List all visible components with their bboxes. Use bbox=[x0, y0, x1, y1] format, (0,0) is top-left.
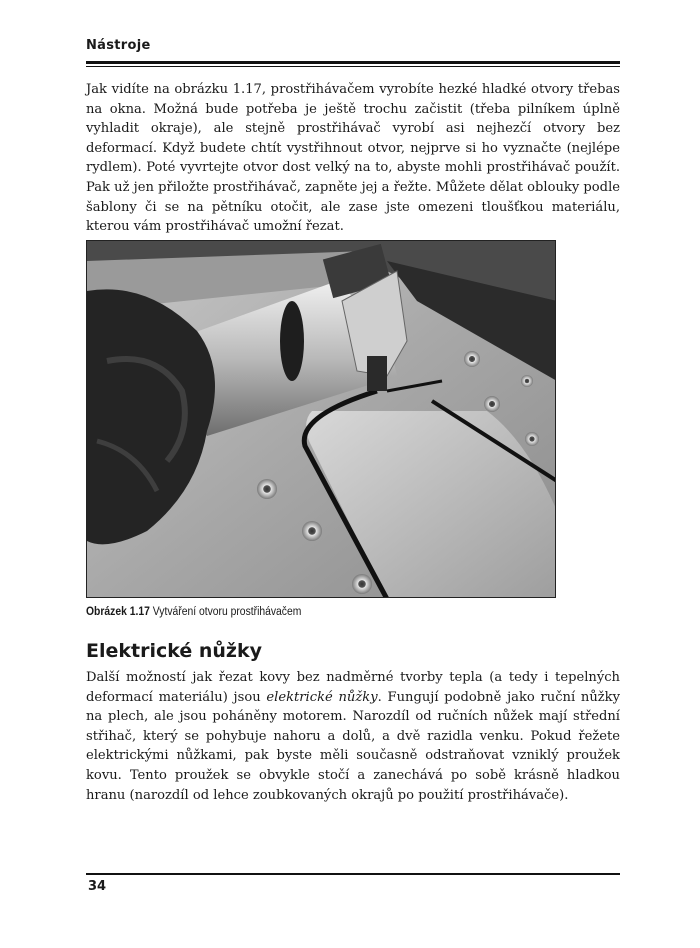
header-rule bbox=[86, 61, 620, 64]
figure-caption-label: Obrázek 1.17 bbox=[86, 606, 150, 618]
figure-caption bbox=[86, 606, 301, 618]
figure-caption-text: Vytváření otvoru prostřihávačem bbox=[152, 606, 302, 618]
page-number: 34 bbox=[88, 879, 107, 894]
paragraph-2-emphasis: elektrické nůžky bbox=[266, 689, 378, 705]
paragraph-2-part-1: Další možností jak řezat kovy bez nadměrné tvorby tepla (a tedy i tepelných deformací materiálu) jsou bbox=[86, 670, 620, 705]
header-rule-thin bbox=[86, 66, 620, 67]
paragraph-2-part-2: . Fungují podobně jako ruční nůžky na plech, ale jsou poháněny motorem. Narozdíl od ručních nůžek mají střední střihač, který se pohybuje nahoru a dolů, a dvě razidla venku. Pokud řežete elektrickými nůžkami, pak byste měli současně odstraňovat vzniklý proužek kovu. Tento proužek se obvykle stočí a zanechává po sobě krásně hladkou hranu (narozdíl od lehce zoubkovaných okrajů po použití prostřihávače). bbox=[86, 689, 620, 803]
footer-rule bbox=[86, 873, 620, 875]
section-heading: Elektrické nůžky bbox=[86, 640, 263, 662]
body-paragraph-2 bbox=[86, 668, 620, 805]
figure-photo bbox=[86, 240, 556, 598]
running-header-title: Nástroje bbox=[86, 38, 151, 53]
body-paragraph-1: Jak vidíte na obrázku 1.17, prostřihávačem vyrobíte hezké hladké otvory třebas na okna. Možná bude potřeba je ještě trochu začistit (třeba pilníkem úplně vyhladit okraje), ale stejně prostřihávač vyrobí asi nejhezčí otvory bez deformací. Když budete chtít vystřihnout otvor, nejprve si ho vyznačte (nejlépe rydlem). Poté vyvrtejte otvor dost velký na to, abyste mohli prostřihávač použít. Pak už jen přiložte prostřihávač, zapněte jej a řežte. Můžete dělat oblouky podle šablony či se na pětníku otočit, ale zase jste omezeni tloušťkou materiálu, kterou vám prostřihávač umožní řezat. bbox=[86, 82, 620, 235]
